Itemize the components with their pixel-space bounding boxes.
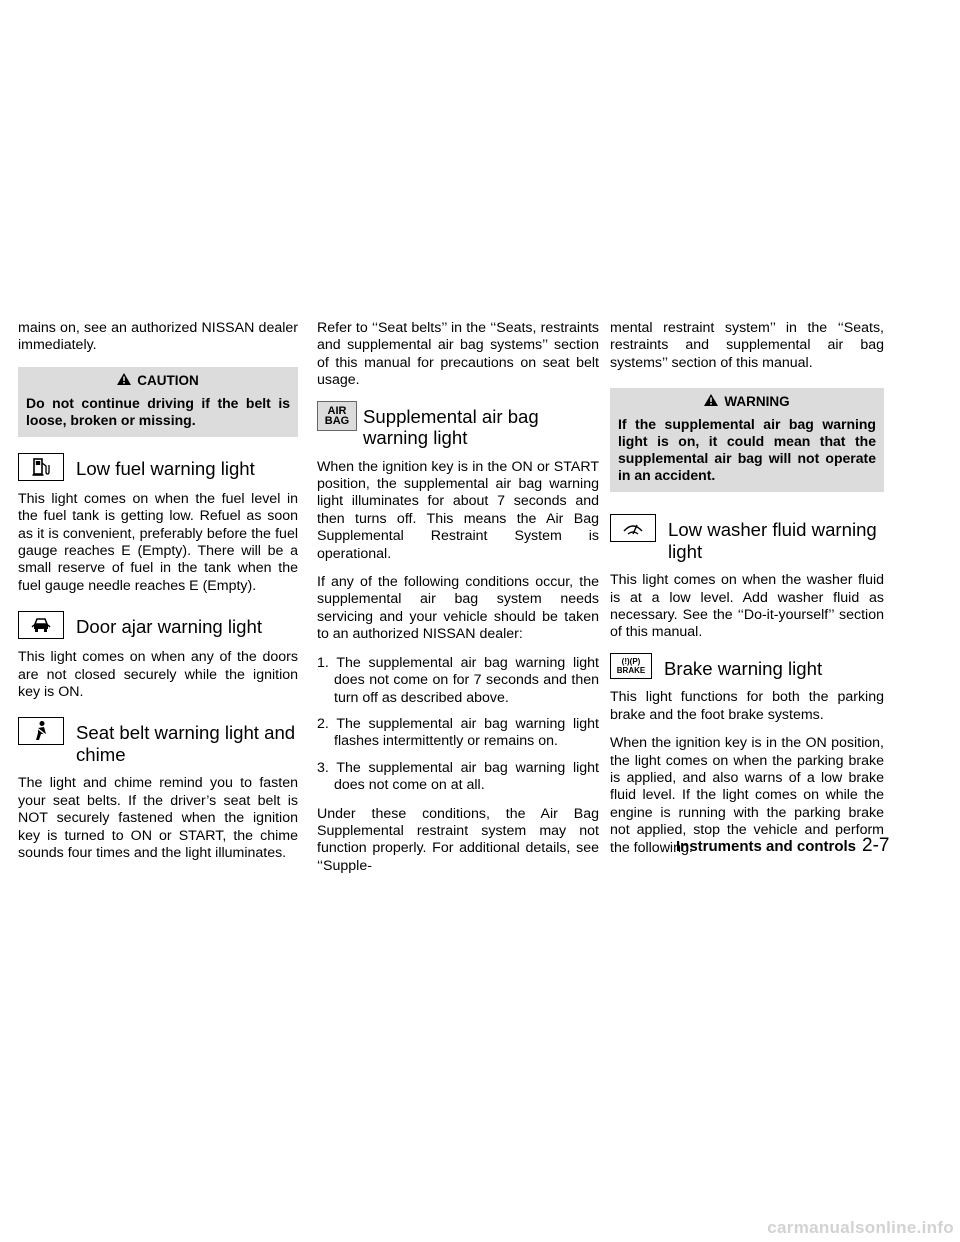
- watermark: carmanualsonline.info: [767, 1218, 954, 1237]
- warning-text: If the supplemental air bag warning light is on, it could mean that the supplemental air bag will not operate in an accident.: [618, 416, 876, 484]
- seat-belt-heading: [18, 717, 298, 765]
- seat-belt-text: The light and chime remind you to fasten your seat belts. If the driver’s seat belt is NOT securely fastened when the ignition key is turned to ON or START, the chime sounds four times and the light illuminates.: [18, 775, 298, 862]
- list-item: 2. The supplemental air bag warning light flashes intermittently or remains on.: [317, 715, 599, 750]
- continued-paragraph: mains on, see an authorized NISSAN dealer immediately.: [18, 320, 298, 354]
- caution-text: Do not continue driving if the belt is loose, broken or missing.: [26, 394, 290, 428]
- door-ajar-heading: [18, 611, 298, 639]
- low-fuel-text: This light comes on when the fuel level in the fuel tank is getting low. Refuel as soon as it is convenient, preferably before the fuel gauge reaches E (Empty). There will be a small reserve of fuel in the tank when the fuel gauge needle reaches E (Empty).: [18, 490, 298, 594]
- door-ajar-title: Door ajar warning light: [76, 616, 263, 638]
- washer-fluid-icon: [610, 514, 656, 542]
- caution-box: [18, 367, 298, 437]
- warning-triangle-icon: [704, 394, 718, 409]
- door-ajar-text: This light comes on when any of the doors are not closed securely while the ignition key is ON.: [18, 649, 298, 701]
- list-item: 1. The supplemental air bag warning light does not come on for 7 seconds and then turn off as described above.: [317, 654, 599, 706]
- brake-title: Brake warning light: [664, 657, 823, 679]
- washer-fluid-title: Low washer fluid warning light: [668, 519, 877, 562]
- warning-title: WARNING: [724, 394, 790, 410]
- air-bag-icon: AIR BAG: [317, 401, 357, 431]
- low-fuel-heading: [18, 453, 298, 481]
- column-2: [317, 320, 599, 886]
- section-title: Instruments and controls: [676, 838, 857, 855]
- air-bag-text-1: When the ignition key is in the ON or START position, the supplemental air bag warning light illuminates for about 7 seconds and then turns off. This means the Air Bag Supplemental Restraint System is operational.: [317, 458, 599, 562]
- fuel-pump-icon: [18, 453, 64, 481]
- air-bag-title: Supplemental air bag warning light: [363, 405, 539, 449]
- warning-triangle-icon: [117, 373, 131, 388]
- washer-fluid-text: This light comes on when the washer fluid is at a low level. Add washer fluid as necessary. See the ‘‘Do-it-yourself’’ section of this manual.: [610, 572, 884, 641]
- seat-belt-title: Seat belt warning light and chime: [76, 722, 296, 765]
- air-bag-text-3: Under these conditions, the Air Bag Supplemental restraint system may not function properly. For additional details, see ‘‘Supple-: [317, 805, 599, 874]
- low-fuel-title: Low fuel warning light: [76, 457, 255, 479]
- column-1: [18, 320, 298, 874]
- column-3: [610, 320, 884, 868]
- list-item: 3. The supplemental air bag warning light does not come on at all.: [317, 759, 599, 794]
- washer-fluid-heading: [610, 514, 884, 562]
- warning-box: [610, 388, 884, 492]
- air-bag-text-2: If any of the following conditions occur, the supplemental air bag system needs servicing and your vehicle should be taken to an authorized NISSAN dealer:: [317, 574, 599, 643]
- brake-text-2: When the ignition key is in the ON position, the light comes on when the parking brake is applied, and also warns of a low brake fluid level. If the light comes on while the engine is running with the parking brake not applied, stop the vehicle and perform the following:: [610, 735, 884, 856]
- page-number: 2-7: [862, 835, 890, 856]
- brake-icon: (!)(P) BRAKE: [610, 653, 652, 679]
- page-footer: [676, 835, 890, 857]
- air-bag-heading: [317, 401, 599, 449]
- car-door-icon: [18, 611, 64, 639]
- brake-text-1: This light functions for both the parking brake and the foot brake systems.: [610, 689, 884, 723]
- brake-heading: [610, 653, 884, 680]
- continued-reference: mental restraint system’’ in the ‘‘Seats, restraints and supplemental air bag systems’’ section of this manual.: [610, 320, 884, 371]
- caution-title: CAUTION: [137, 372, 199, 388]
- condition-list: [317, 655, 599, 795]
- seat-belt-icon: [18, 717, 64, 745]
- seat-belt-reference: Refer to ‘‘Seat belts’’ in the ‘‘Seats, restraints and supplemental air bag systems’’ section of this manual for precautions on seat belt usage.: [317, 320, 599, 389]
